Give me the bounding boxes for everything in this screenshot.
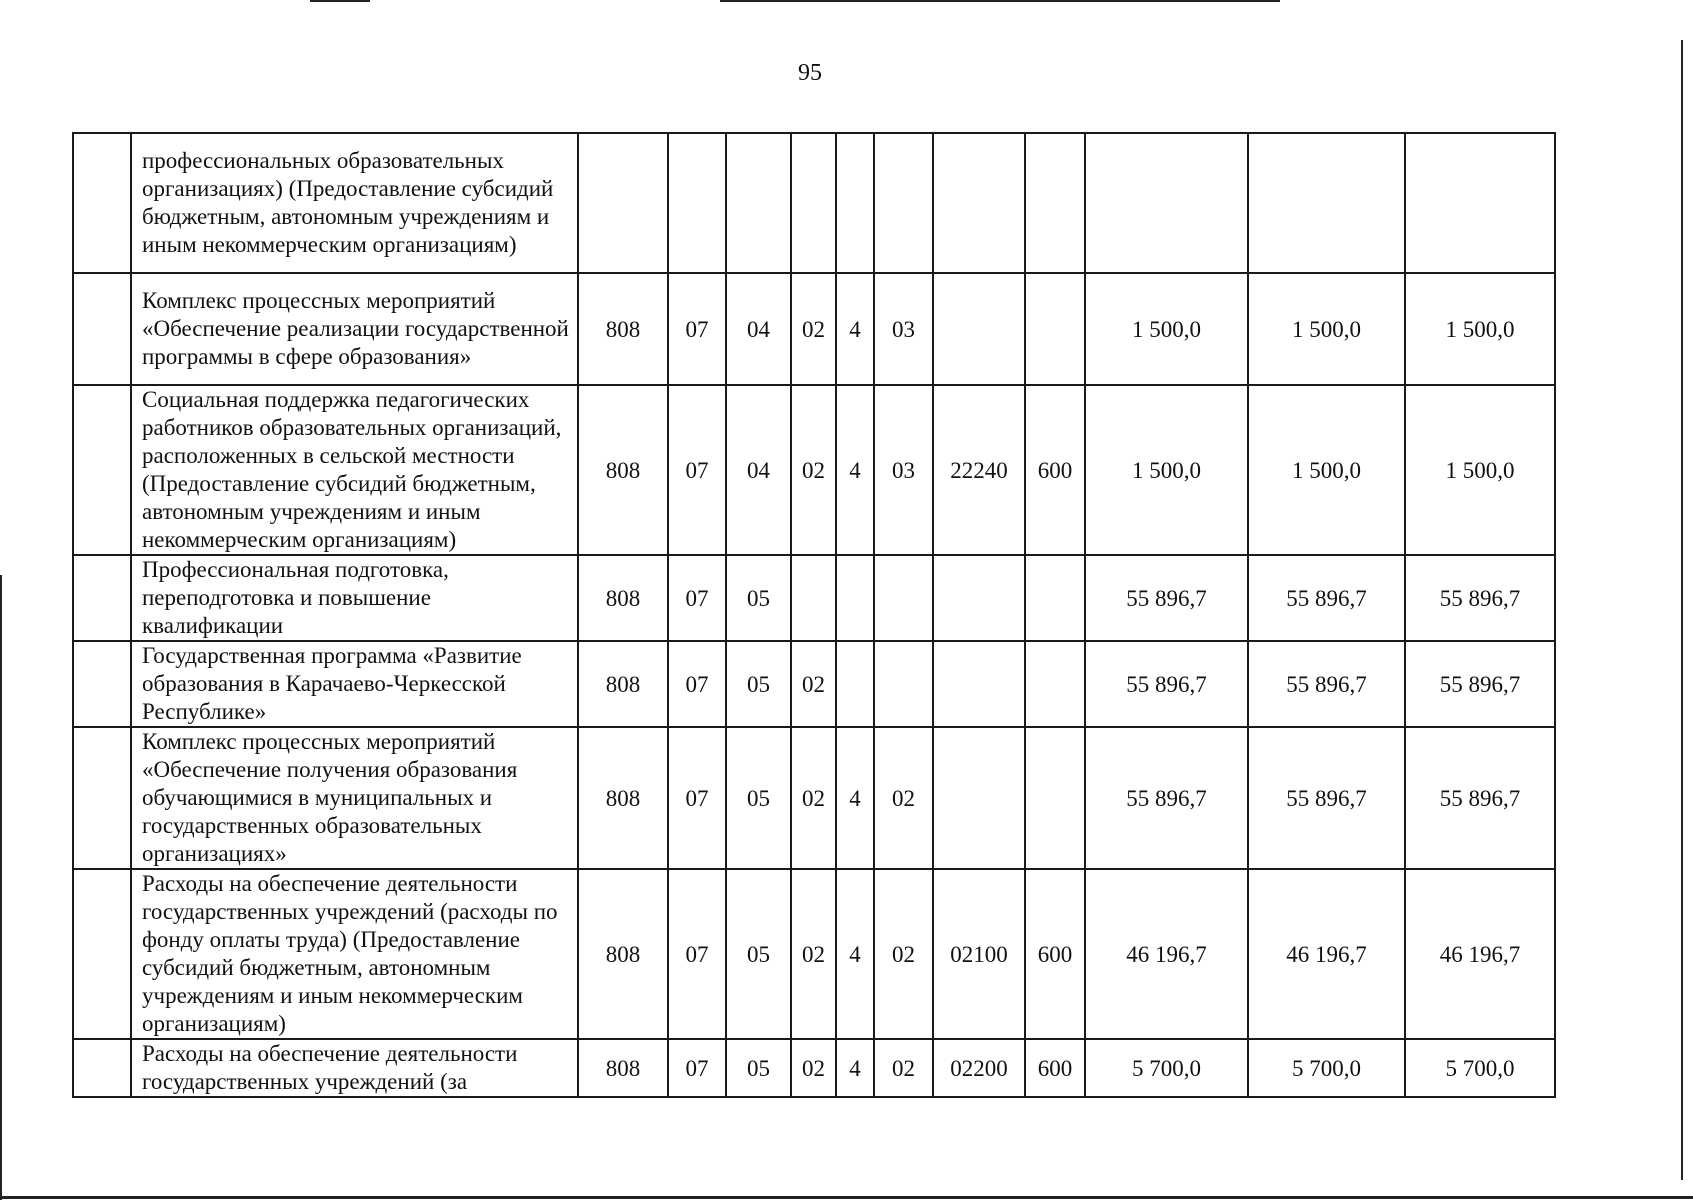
cell-program: 02 (791, 641, 836, 727)
scan-edge-line (1681, 40, 1683, 1180)
cell-sub: 03 (874, 273, 933, 385)
cell-expense-type (1025, 641, 1085, 727)
row-description: профессиональных образовательных организациях) (Предоставление субсидий бюджетным, автономным учреждениям и иным некоммерческим организациям) (131, 133, 578, 273)
row-description: Социальная поддержка педагогических работников образовательных организаций, расположенных в сельской местности (Предоставление субсидий бюджетным, автономным учреждениям и иным некоммерческим организациям) (131, 385, 578, 555)
table-row (73, 273, 1555, 385)
empty-cell (73, 641, 131, 727)
cell-sum-3: 55 896,7 (1405, 641, 1555, 727)
cell-ministry: 808 (578, 385, 668, 555)
cell-subsection: 05 (726, 727, 791, 869)
cell-sum-2: 55 896,7 (1248, 641, 1405, 727)
cell-section: 07 (668, 555, 726, 641)
cell-sum-3: 55 896,7 (1405, 727, 1555, 869)
cell-program: 02 (791, 273, 836, 385)
cell-ministry: 808 (578, 555, 668, 641)
cell-program: 02 (791, 1039, 836, 1097)
cell-sub: 03 (874, 385, 933, 555)
cell-expense-type: 600 (1025, 385, 1085, 555)
cell-sum-1: 46 196,7 (1085, 869, 1248, 1039)
empty-cell (73, 133, 131, 273)
cell-expense-type (1025, 273, 1085, 385)
cell-type: 4 (836, 727, 874, 869)
cell-section (668, 133, 726, 273)
cell-section: 07 (668, 1039, 726, 1097)
cell-direction (933, 555, 1025, 641)
cell-sub (874, 641, 933, 727)
row-description: Комплекс процессных мероприятий «Обеспечение получения образования обучающимися в муниципальных и государственных образовательных организациях» (131, 727, 578, 869)
empty-cell (73, 385, 131, 555)
cell-expense-type: 600 (1025, 869, 1085, 1039)
cell-sum-2: 1 500,0 (1248, 273, 1405, 385)
cell-sum-3: 1 500,0 (1405, 385, 1555, 555)
cell-sum-3: 55 896,7 (1405, 555, 1555, 641)
empty-cell (73, 1039, 131, 1097)
cell-expense-type (1025, 727, 1085, 869)
table-row (73, 641, 1555, 727)
cell-section: 07 (668, 727, 726, 869)
empty-cell (73, 869, 131, 1039)
table-row (73, 385, 1555, 555)
row-description: Комплекс процессных мероприятий «Обеспечение реализации государственной программы в сфере образования» (131, 273, 578, 385)
cell-sum-1: 5 700,0 (1085, 1039, 1248, 1097)
cell-ministry: 808 (578, 641, 668, 727)
table-row (73, 555, 1555, 641)
empty-cell (73, 555, 131, 641)
cell-type: 4 (836, 273, 874, 385)
cell-sum-2: 55 896,7 (1248, 727, 1405, 869)
cell-ministry: 808 (578, 727, 668, 869)
cell-sum-1: 1 500,0 (1085, 385, 1248, 555)
cell-expense-type: 600 (1025, 1039, 1085, 1097)
cell-sum-2 (1248, 133, 1405, 273)
cell-subsection (726, 133, 791, 273)
cell-sub: 02 (874, 727, 933, 869)
cell-subsection: 04 (726, 385, 791, 555)
row-description: Профессиональная подготовка, переподготовка и повышение квалификации (131, 555, 578, 641)
budget-table (72, 132, 1556, 1098)
cell-type (836, 133, 874, 273)
empty-cell (73, 727, 131, 869)
cell-sum-1 (1085, 133, 1248, 273)
empty-cell (73, 273, 131, 385)
cell-program: 02 (791, 869, 836, 1039)
cell-section: 07 (668, 641, 726, 727)
cell-subsection: 05 (726, 1039, 791, 1097)
cell-type: 4 (836, 869, 874, 1039)
cell-sub: 02 (874, 1039, 933, 1097)
cell-type (836, 555, 874, 641)
scan-edge-line (310, 0, 370, 2)
scan-edge-line (0, 1196, 1693, 1199)
cell-section: 07 (668, 273, 726, 385)
cell-type: 4 (836, 1039, 874, 1097)
cell-direction: 02200 (933, 1039, 1025, 1097)
cell-sum-3: 5 700,0 (1405, 1039, 1555, 1097)
cell-sub (874, 555, 933, 641)
cell-sum-1: 1 500,0 (1085, 273, 1248, 385)
cell-expense-type (1025, 133, 1085, 273)
cell-type (836, 641, 874, 727)
cell-sum-2: 55 896,7 (1248, 555, 1405, 641)
table-row (73, 727, 1555, 869)
row-description: Расходы на обеспечение деятельности государственных учреждений (расходы по фонду оплаты труда) (Предоставление субсидий бюджетным, автономным учреждениям и иным некоммерческим организациям) (131, 869, 578, 1039)
cell-program (791, 133, 836, 273)
cell-subsection: 05 (726, 641, 791, 727)
cell-subsection: 05 (726, 869, 791, 1039)
cell-sum-1: 55 896,7 (1085, 555, 1248, 641)
cell-sum-2: 46 196,7 (1248, 869, 1405, 1039)
cell-ministry (578, 133, 668, 273)
cell-direction (933, 273, 1025, 385)
cell-sum-1: 55 896,7 (1085, 727, 1248, 869)
cell-sum-3: 1 500,0 (1405, 273, 1555, 385)
table-row (73, 869, 1555, 1039)
cell-program: 02 (791, 385, 836, 555)
cell-ministry: 808 (578, 1039, 668, 1097)
cell-subsection: 04 (726, 273, 791, 385)
cell-sum-1: 55 896,7 (1085, 641, 1248, 727)
table-row (73, 1039, 1555, 1097)
cell-sub: 02 (874, 869, 933, 1039)
cell-program (791, 555, 836, 641)
cell-direction: 02100 (933, 869, 1025, 1039)
cell-expense-type (1025, 555, 1085, 641)
scan-edge-line (720, 0, 1280, 2)
cell-sum-3 (1405, 133, 1555, 273)
cell-sub (874, 133, 933, 273)
cell-ministry: 808 (578, 869, 668, 1039)
cell-section: 07 (668, 385, 726, 555)
cell-direction (933, 133, 1025, 273)
row-description: Государственная программа «Развитие образования в Карачаево-Черкесской Республике» (131, 641, 578, 727)
cell-sum-2: 5 700,0 (1248, 1039, 1405, 1097)
cell-direction: 22240 (933, 385, 1025, 555)
table-row (73, 133, 1555, 273)
cell-direction (933, 641, 1025, 727)
scan-edge-line (0, 575, 2, 1200)
row-description: Расходы на обеспечение деятельности государственных учреждений (за (131, 1039, 578, 1097)
cell-ministry: 808 (578, 273, 668, 385)
page-number: 95 (798, 60, 822, 86)
cell-type: 4 (836, 385, 874, 555)
cell-sum-3: 46 196,7 (1405, 869, 1555, 1039)
cell-program: 02 (791, 727, 836, 869)
cell-subsection: 05 (726, 555, 791, 641)
cell-section: 07 (668, 869, 726, 1039)
cell-sum-2: 1 500,0 (1248, 385, 1405, 555)
cell-direction (933, 727, 1025, 869)
